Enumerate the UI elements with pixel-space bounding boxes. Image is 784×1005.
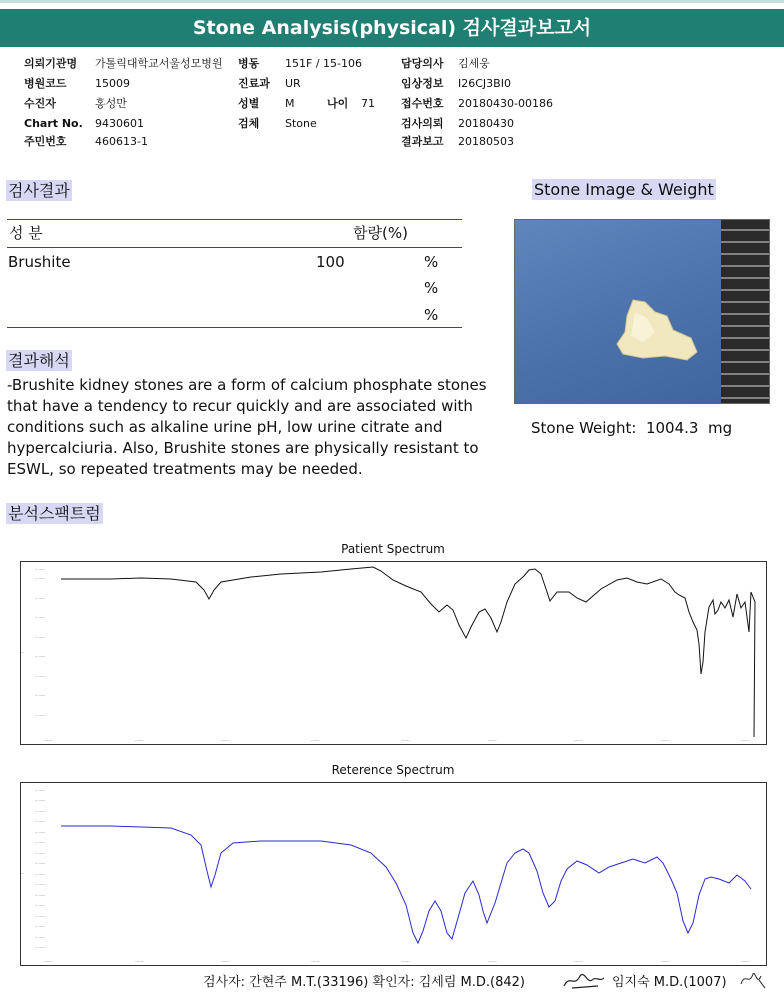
svg-text:------: ------	[661, 959, 670, 964]
info-value: 20180430-00186	[458, 97, 553, 110]
svg-text:-- ----: -- ----	[35, 935, 45, 940]
svg-text:-- ----: -- ----	[35, 872, 45, 877]
info-label: 결과보고	[401, 135, 444, 148]
svg-text:-- ----: -- ----	[35, 861, 45, 866]
svg-text:------: ------	[488, 738, 497, 743]
reference-spectrum-title: Reterence Spectrum	[331, 763, 455, 777]
info-label: 의뢰기관명	[24, 57, 78, 70]
info-value: 20180503	[458, 135, 514, 148]
confirmer: 확인자: 김세림 M.D.(842)	[372, 975, 525, 990]
svg-text:-- ----: -- ----	[35, 654, 45, 659]
svg-text:------: ------	[311, 959, 320, 964]
svg-text:-- ----: -- ----	[35, 945, 45, 950]
info-label: 담당의사	[401, 57, 444, 70]
component-unit: %	[424, 279, 439, 297]
component-unit: %	[424, 253, 439, 271]
info-value: 김세웅	[458, 57, 490, 70]
component-name: Brushite	[8, 253, 71, 271]
content-column-header: 함량(%)	[353, 224, 408, 242]
svg-text:-- ----: -- ----	[35, 693, 45, 698]
svg-text:-- ----: -- ----	[35, 893, 45, 898]
report-title: Stone Analysis(physical) 검사결과보고서	[0, 9, 784, 47]
info-label: 진료과	[238, 77, 270, 90]
svg-text:-- ----: -- ----	[35, 674, 45, 679]
confirmer2: 임지숙 M.D.(1007)	[612, 975, 727, 990]
weight-value: 1004.3	[645, 419, 699, 437]
stone-photo	[514, 219, 770, 404]
info-label: 나이	[327, 97, 349, 110]
svg-text:-- ----: -- ----	[35, 809, 45, 814]
info-value: I26CJ3BI0	[458, 77, 511, 90]
stone-heading: Stone Image & Weight	[534, 180, 714, 199]
table-header-rule	[7, 247, 462, 248]
component-unit: %	[424, 306, 439, 324]
info-label: 병원코드	[24, 77, 67, 90]
svg-text:-- ----: -- ----	[35, 798, 45, 803]
svg-text:-- ----: -- ----	[35, 819, 45, 824]
info-label: 병동	[238, 57, 260, 70]
svg-text:-- ----: -- ----	[35, 903, 45, 908]
info-label: 임상정보	[401, 77, 444, 90]
svg-text:-- ----: -- ----	[35, 635, 45, 640]
svg-text:-- ----: -- ----	[35, 788, 45, 793]
svg-text:-- ----: -- ----	[35, 882, 45, 887]
svg-text:-- ----: -- ----	[35, 713, 45, 718]
svg-text:-- ----: -- ----	[35, 567, 45, 572]
svg-text:-- ----: -- ----	[35, 615, 45, 620]
top-accent-line	[0, 0, 784, 3]
svg-text:------: ------	[574, 738, 583, 743]
interpretation-heading: 결과해석	[8, 351, 70, 370]
interpretation-text: -Brushite kidney stones are a form of calcium phosphate stones that have a tendency to recur quickly and are associated with conditions such as alkaline urine pH, low urine citrate and hypercalciuria. Also, Brushite stones are physically resistant to ESWL, so repeated treatments may be needed.	[7, 376, 487, 478]
weight-unit: mg	[708, 419, 733, 437]
component-column-header: 성 분	[9, 224, 43, 242]
svg-text:------: ------	[221, 738, 230, 743]
info-label: Chart No.	[24, 117, 83, 130]
reference-spectrum-plot	[20, 782, 767, 966]
handwritten-signature	[562, 968, 606, 992]
info-label: 접수번호	[401, 97, 444, 110]
svg-text:------: ------	[661, 738, 670, 743]
info-label: 검사의뢰	[401, 117, 444, 130]
info-value: 가톨릭대학교서울성모병원	[95, 57, 223, 70]
svg-text:------: ------	[741, 738, 750, 743]
svg-text:--: --	[21, 650, 24, 655]
info-value: UR	[285, 77, 301, 90]
svg-text:-- ----: -- ----	[35, 851, 45, 856]
info-value: 460613-1	[95, 135, 148, 148]
results-heading: 검사결과	[8, 181, 70, 200]
examiner-signature-line	[203, 971, 525, 990]
svg-text:------: ------	[221, 959, 230, 964]
info-value: M	[285, 97, 295, 110]
svg-text:-- ----: -- ----	[35, 914, 45, 919]
svg-text:------: ------	[44, 738, 53, 743]
svg-text:------: ------	[311, 738, 320, 743]
svg-text:------: ------	[401, 738, 410, 743]
spectrum-heading: 분석스팩트럼	[8, 504, 101, 523]
patient-spectrum-title: Patient Spectrum	[341, 542, 445, 556]
table-top-rule	[7, 219, 462, 220]
info-value: Stone	[285, 117, 317, 130]
info-value: 71	[361, 97, 375, 110]
svg-text:------: ------	[44, 959, 53, 964]
svg-text:--: --	[21, 871, 24, 876]
info-label: 주민번호	[24, 135, 67, 148]
svg-text:------: ------	[135, 738, 144, 743]
handwritten-signature-2	[739, 968, 767, 992]
svg-text:------: ------	[135, 959, 144, 964]
info-value: 홍성만	[95, 97, 127, 110]
svg-text:-- ----: -- ----	[35, 576, 45, 581]
svg-text:------: ------	[488, 959, 497, 964]
svg-text:-- ----: -- ----	[35, 596, 45, 601]
examiner: 검사자: 간현주 M.T.(33196)	[203, 975, 369, 990]
info-value: 151F / 15-106	[285, 57, 362, 70]
svg-text:------: ------	[574, 959, 583, 964]
svg-text:-- ----: -- ----	[35, 830, 45, 835]
stone-weight	[531, 419, 732, 437]
info-value: 20180430	[458, 117, 514, 130]
weight-label: Stone Weight:	[531, 419, 637, 437]
component-value: 100	[316, 253, 345, 271]
info-value: 15009	[95, 77, 130, 90]
info-label: 검체	[238, 117, 260, 130]
svg-text:------: ------	[741, 959, 750, 964]
svg-text:-- ----: -- ----	[35, 924, 45, 929]
svg-text:------: ------	[401, 959, 410, 964]
info-value: 9430601	[95, 117, 144, 130]
patient-spectrum-plot	[20, 561, 767, 745]
info-label: 성별	[238, 97, 260, 110]
info-label: 수진자	[24, 97, 56, 110]
svg-text:-- ----: -- ----	[35, 840, 45, 845]
table-bottom-rule	[7, 327, 462, 328]
